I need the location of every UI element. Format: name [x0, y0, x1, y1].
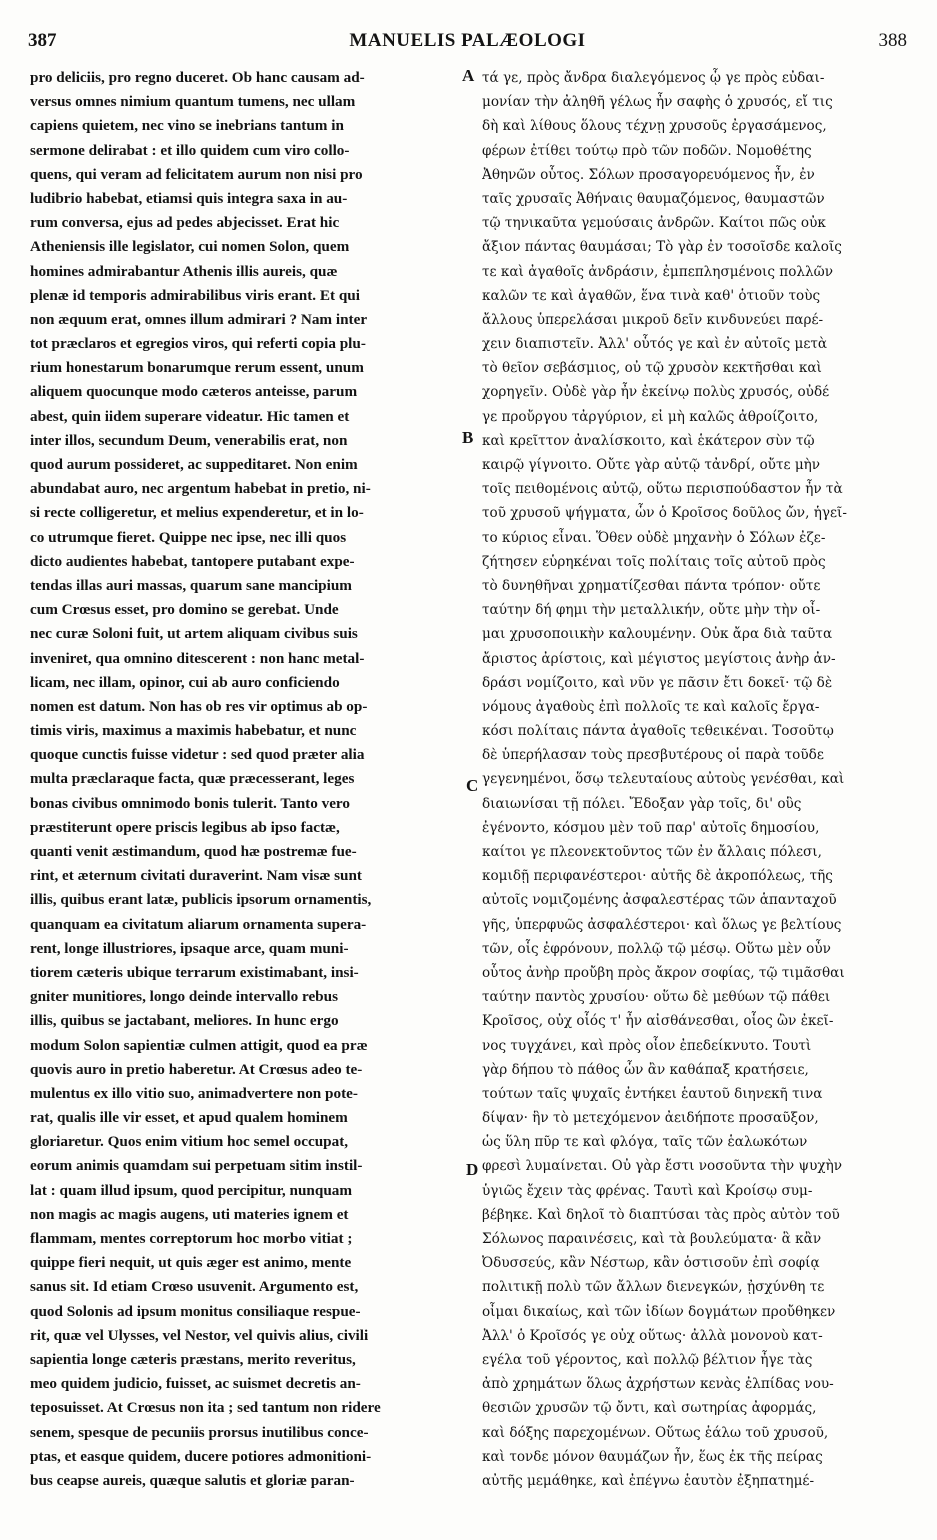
greek-text-line: τῶν, οἷς ἐφρόνουν, πολλῷ τῷ μέσῳ. Οὕτω μὲν οὖν — [482, 940, 831, 957]
greek-text-line: Ἀλλ' ὁ Κροῖσός γε οὐχ οὕτως· ἀλλὰ μονονοὺ κατ- — [482, 1327, 823, 1344]
greek-text-line: νόμους ἀγαθοὺς ἐπὶ πολλοῖς τε καὶ καλοῖς ἔργα- — [482, 698, 820, 715]
greek-text-line: τούτων ταῖς ψυχαῖς ἐντήκει ἑαυτοῦ διηνεκῆ τινα — [482, 1085, 823, 1102]
greek-text-line: ἄλλους ὑπερελάσαι μικροῦ δεῖν κινδυνεύει παρέ- — [482, 311, 824, 328]
latin-text-line: tendas illas auri massas, quarum sane mancipium — [30, 576, 352, 594]
greek-text-line: αὐτοῖς νομιζομένης ἀσφαλεστέρας τῶν ἁπανταχοῦ — [482, 892, 837, 909]
greek-text-line: χορηγεῖν. Οὐδὲ γὰρ ἦν ἐκείνῳ πολὺς χρυσός, οὐδέ — [482, 384, 830, 401]
latin-text-line: plenæ id temporis admirabilibus viris erant. Et qui — [30, 286, 360, 304]
latin-text-line: tiorem cæteris ubique terrarum existimabant, insi- — [30, 963, 359, 981]
greek-text-line: χειν διαπιστεῖν. Ἀλλ' οὗτός γε καὶ ἐν αὐτοῖς μετὰ — [482, 336, 828, 353]
running-title: MANUELIS PALÆOLOGI — [349, 30, 586, 51]
greek-text-line: δὲ ὑπερήλασαν τοὺς πρεσβυτέρους οἱ παρὰ τοῦδε — [482, 747, 824, 764]
greek-text-line: γε προὔργου τἀργύριον, εἰ μὴ καλῶς ἀθροίζοιτο, — [482, 408, 819, 425]
latin-text-line: multa præclaraque facta, quæ præcesserant, leges — [30, 770, 355, 788]
greek-text-line: καὶ κρεῖττον ἀναλίσκοιτο, καὶ ἑκάτερον σὺν τῷ — [482, 432, 815, 449]
latin-text-line: quippe fieri nequit, ut quis æger est animo, mente — [30, 1254, 352, 1272]
latin-text-line: bus ceapse aureis, quæque salutis et gloriæ paran- — [30, 1471, 355, 1489]
latin-text-line: meo quidem judicio, fuisset, ac suismet decretis an- — [30, 1375, 361, 1393]
greek-text-line: τῷ τηνικαῦτα γεμούσαις ἀνδρῶν. Καίτοι πῶς οὐκ — [482, 215, 826, 232]
greek-text-line: ὡς ὕλη πῦρ τε καὶ φλόγα, ταῖς τῶν ἑαλωκότων — [482, 1134, 808, 1151]
greek-text-line: ἐγένοντο, κόσμου μὲν τοῦ παρ' αὐτοῖς δημοσίου, — [482, 819, 820, 836]
greek-text-line: καιρῷ γίγνοιτο. Οὔτε γὰρ αὐτῷ τἀνδρί, οὔτε μὴν — [482, 457, 821, 473]
latin-text-line: præstiterunt opere priscis legibus ab ipso factæ, — [30, 818, 340, 836]
latin-text-line: inveniret, qua omnino ditescerent : non hanc metal- — [30, 649, 365, 667]
greek-text-line: δίψαν· ἣν τὸ μετεχόμενον ἀειδήποτε προσαῦξον, — [482, 1110, 819, 1127]
latin-text-line: abundabat auro, nec argentum habebat in pretio, ni- — [30, 480, 371, 498]
greek-text-line: δράσι νομίζοιτο, καὶ νῦν γε πᾶσιν ἔτι δοκεῖ· τῷ δὲ — [482, 674, 833, 691]
latin-text-line: quens, qui veram ad felicitatem aurum non nisi pro — [30, 165, 363, 183]
latin-text-line: rit, quæ vel Ulysses, vel Nestor, vel quivis alius, civili — [30, 1326, 369, 1344]
latin-text-line: dicto audientes habebat, tantopere putabant expe- — [30, 552, 355, 570]
latin-text-line: gloriaretur. Quos enim vitium hoc semel occupat, — [30, 1133, 349, 1151]
greek-text-line: τά γε, πρὸς ἄνδρα διαλεγόμενος ᾧ γε πρὸς εὐδαι- — [482, 70, 825, 86]
greek-text-line: ὑγιῶς ἔχειν τὰς φρένας. Ταυτὶ καὶ Κροίσῳ συμ- — [482, 1182, 813, 1199]
latin-text-line: inter illos, secundum Deum, venerabilis erat, non — [30, 431, 348, 449]
greek-text-line: οὗτος ἀνὴρ προὔβη πρὸς ἄκρον σοφίας, τῷ τιμᾶσθαι — [482, 964, 845, 981]
latin-text-line: quanti venit æstimandum, quod hæ postremæ fue- — [30, 843, 357, 860]
greek-text-line: καίτοι γε πλεονεκτοῦντος τῶν ἐν ἄλλαις πόλεσι, — [482, 844, 822, 860]
greek-text-line: τὸ δυνηθῆναι χρηματίζεσθαι πάντα τρόπον· οὔτε — [482, 577, 821, 594]
greek-text-line: ζήτησεν εὑρηκέναι τοῖς πολίταις τοῖς αὐτοῦ πρὸς — [482, 553, 826, 570]
latin-text-line: licam, nec illam, opinor, cui ab auro conficiendo — [30, 673, 340, 691]
greek-text-line: Κροῖσος, οὐχ οἷός τ' ἦν αἰσθάνεσθαι, οἷος ὢν ἐκεῖ- — [482, 1013, 834, 1030]
greek-text-line: ἀπὸ χρημάτων ὅλως ἀχρήστων κενὰς ἐλπίδας νου- — [482, 1376, 834, 1393]
greek-text-line: ταύτην παντὸς χρυσίου· οὕτω δὲ μεθύων τῷ πάθει — [482, 989, 831, 1006]
margin-letter-b: B — [462, 428, 474, 447]
greek-text-line: Ὀδυσσεύς, κἂν Νέστωρ, κἂν ὁστισοῦν ἐπὶ σοφίᾳ — [482, 1255, 820, 1272]
latin-text-line: rent, longe illustriores, ipsaque arce, quam muni- — [30, 939, 349, 957]
latin-text-line: Atheniensis ille legislator, cui nomen Solon, quem — [30, 238, 350, 256]
greek-text-line: φρεσὶ λυμαίνεται. Οὐ γὰρ ἔστι νοσοῦντα τὴν ψυχὴν — [482, 1158, 843, 1175]
greek-text-line: διαιωνίσαι τῇ πόλει. Ἔδοξαν γὰρ τοῖς, δι' οὓς — [482, 795, 802, 812]
greek-text-line: γῆς, ὑπερφυῶς ἀσφαλέστεροι· καὶ ὅλως γε βελτίους — [482, 916, 842, 933]
latin-text-line: si recte colligeretur, et melius expenderetur, et in lo- — [30, 504, 364, 522]
latin-text-line: illis, quibus se jactabant, meliores. In hunc ergo — [30, 1012, 339, 1030]
latin-text-line: mulentus ex illo vitio suo, animadvertere non pote- — [30, 1084, 358, 1102]
latin-text-line: modum Solon sapientiæ culmen attigit, quod ea præ — [30, 1036, 368, 1054]
page-number-left: 387 — [28, 30, 57, 51]
margin-letter-a: A — [462, 66, 475, 85]
latin-text-line: nomen est datum. Non has ob res vir optimus ab op- — [30, 697, 368, 715]
latin-text-line: nec curæ Soloni fuit, ut artem aliquam civibus suis — [30, 625, 358, 643]
greek-text-line: τε καὶ ἀγαθοῖς ἀνδράσιν, ἐμπεπλησμένοις πολλῶν — [482, 263, 834, 280]
greek-text-line: ἄξιον πάντας θαυμάσαι; Τὸ γὰρ ἐν τοσοῖσδε καλοῖς — [482, 239, 842, 256]
margin-letter-d: D — [466, 1160, 479, 1179]
latin-text-line: sapientia longe cæteris præstans, merito reveritus, — [30, 1350, 356, 1368]
greek-text-line: αὐτῆς μεμάθηκε, καὶ ἐπέγνω ἑαυτὸν ἐξηπατημέ- — [482, 1472, 815, 1489]
latin-text-line: versus omnes nimium quantum tumens, nec ullam — [30, 93, 356, 111]
latin-text-line: rint, et æternum civitati duraverint. Nam visæ sunt — [30, 867, 362, 885]
greek-text-line: το κύριος εἶναι. Ὅθεν οὐδὲ μηχανὴν ὁ Σόλων ἐζε- — [482, 529, 826, 546]
greek-text-line: θεσιῶν χρυσῶν τῷ ὄντι, καὶ σωτηρίας ἀφορμάς, — [482, 1400, 817, 1417]
greek-text-line: τοῦ χρυσοῦ ψήγματα, ὧν ὁ Κροῖσος δοῦλος ὤν, ἡγεῖ- — [482, 505, 847, 522]
greek-text-line: μονίαν τὴν ἀληθῆ γέλως ἦν σαφὴς ὁ χρυσός, εἴ τις — [482, 94, 833, 111]
latin-text-line: co utrumque fieret. Quippe nec ipse, nec illi quos — [30, 528, 347, 546]
latin-text-line: timis viris, maximus a maximis habebatur, et nunc — [30, 722, 357, 740]
latin-text-line: gniter munitiores, longo deinde intervallo rebus — [30, 988, 338, 1006]
latin-text-line: non æquum erat, omnes illum admirari ? Nam inter — [30, 310, 368, 328]
latin-text-line: quanquam ea civitatum aliarum ornamenta supera- — [30, 915, 367, 933]
latin-text-line: senem, spesque de pecuniis prorsus inutilibus conce- — [30, 1423, 369, 1441]
latin-text-line: quod aurum possideret, ac suppeditaret. Non enim — [30, 456, 358, 473]
greek-text-line: κομιδῇ περιφανέστεροι· αὐτῆς δὲ ἀκροπόλεως, τῆς — [482, 868, 833, 885]
latin-text-line: rat, qualis ille vir esset, et apud qualem hominem — [30, 1109, 348, 1127]
page-number-right: 388 — [878, 30, 907, 51]
greek-text-line: καὶ δόξης παρεχομένων. Οὕτως ἑάλω τοῦ χρυσοῦ, — [482, 1424, 829, 1441]
latin-text-line: pro deliciis, pro regno duceret. Ob hanc causam ad- — [30, 69, 365, 86]
latin-text-line: quod Solonis ad ipsum monitus consiliaque respue- — [30, 1302, 361, 1320]
greek-text-line: μαι χρυσοποιικὴν καλουμένην. Οὐκ ἄρα διὰ ταῦτα — [482, 626, 833, 643]
latin-text-line: rum conversa, ejus ad pedes abjecisset. Erat hic — [30, 214, 340, 232]
greek-text-line: φέρων ἐτίθει τούτῳ πρὸ τῶν ποδῶν. Νομοθέτης — [482, 142, 812, 159]
greek-text-line: Σόλωνος παραινέσεις, καὶ τὰ βουλεύματα· ἃ κἂν — [482, 1231, 822, 1247]
greek-text-line: νος τυγχάνει, καὶ πρὸς οἷον ἐπεδείκνυτο. Τουτὶ — [482, 1037, 812, 1054]
greek-text-line: βέβηκε. Καὶ δηλοῖ τὸ διαπτύσαι τὰς πρὸς αὐτὸν τοῦ — [482, 1206, 840, 1223]
greek-text-line: τοῖς πειθομένοις αὐτῷ, οὕτω περισπούδαστον ἦν τὰ — [482, 481, 843, 498]
greek-text-line: ταῖς χρυσαῖς Ἀθήναις θαυμαζόμενος, θαυμαστῶν — [482, 190, 825, 207]
greek-text-line: τὸ θεῖον σεβάσμιος, οὐ τῷ χρυσὸν κεκτῆσθαι καὶ — [482, 360, 822, 377]
latin-text-line: illis, quibus erant latæ, publicis ipsorum ornamentis, — [30, 891, 372, 909]
greek-text-line: Ἀθηνῶν οὗτος. Σόλων προσαγορευόμενος ἦν, ἐν — [482, 166, 815, 183]
greek-text-line: καὶ τονδε μόνον θαυμάζων ἦν, ἕως ἐκ τῆς πείρας — [482, 1448, 823, 1465]
page-header — [28, 30, 907, 60]
latin-text-line: cum Crœsus esset, pro domino se gerebat. Unde — [30, 601, 339, 619]
greek-text-line: κόσι πολίταις πάντα ἀγαθοῖς τεθεικέναι. Τοσοῦτῳ — [482, 723, 834, 740]
latin-text-line: rium honestarum bonarumque rerum essent, unum — [30, 359, 364, 377]
greek-text-line: ἄριστος ἀρίστοις, καὶ μέγιστος μεγίστοις ἀνὴρ ἀν- — [482, 650, 836, 667]
latin-text-line: capiens quietem, nec vino se inebrians tantum in — [30, 117, 344, 135]
greek-text-line: δὴ καὶ λίθους ὅλους τέχνῃ χρυσοῦς ἐργασάμενος, — [482, 118, 827, 135]
latin-text-line: sanus sit. Id etiam Crœso usuvenit. Argumento est, — [30, 1278, 359, 1296]
latin-text-line: ludibrio habebat, etiamsi quis integra saxa in au- — [30, 189, 348, 207]
latin-text-line: non magis ac magis augens, uti materies ignem et — [30, 1205, 349, 1223]
greek-text-line: γεγενημένοι, ὅσῳ τελευταίους αὐτοὺς γενέσθαι, καὶ — [482, 771, 845, 788]
greek-text-line: οἶμαι δικαίως, καὶ τῶν ἰδίων δογμάτων προὔθηκεν — [482, 1303, 836, 1320]
latin-text-line: eorum animis quamdam sui perpetuam sitim instil- — [30, 1157, 363, 1175]
latin-text-line: tot præclaros et egregios viros, qui referti copia plu- — [30, 335, 366, 353]
latin-text-line: ptas, et easque quidem, ducere potiores admonitioni- — [30, 1447, 372, 1465]
latin-text-line: abest, quin iidem superare videatur. Hic tamen et — [30, 407, 350, 425]
greek-text-line: εγέλα τοῦ γέροντος, καὶ πολλῷ βέλτιον ἦγε τὰς — [482, 1351, 813, 1368]
latin-text-line: flammam, mentes correptorum hoc morbo vitiat ; — [30, 1230, 353, 1247]
latin-text-column — [30, 66, 470, 1493]
greek-text-line: ταύτην δή φημι τὴν μεταλλικήν, οὔτε μὴν τὴν οἶ- — [482, 602, 821, 619]
latin-text-line: sermone delirabat : et illo quidem cum viro collo- — [30, 141, 350, 159]
latin-text-line: bonas civibus omnimodo bonis tulerit. Tanto vero — [30, 794, 350, 812]
latin-text-line: homines admirabantur Athenis illis aureis, quæ — [30, 262, 338, 280]
greek-text-line: πολιτικῇ πολὺ τῶν ἄλλων διενεγκών, ᾐσχύνθη τε — [482, 1279, 825, 1296]
latin-text-line: quoque cunctis fuisse videtur : sed quod præter alia — [30, 746, 365, 764]
greek-text-line: καλῶν τε καὶ ἀγαθῶν, ἕνα τινὰ καθ' ὁτιοῦν τοὺς — [482, 287, 821, 304]
latin-text-line: lat : quam illud ipsum, quod percipitur, nunquam — [30, 1181, 353, 1199]
latin-text-line: aliquem quocunque modo cæteros anteisse, parum — [30, 383, 358, 401]
greek-text-column — [482, 66, 912, 1493]
greek-text-line: γὰρ δήπου τὸ πάθος ὧν ἂν καθάπαξ κρατήσειε, — [482, 1061, 809, 1078]
margin-letter-c: C — [466, 776, 479, 795]
latin-text-line: quovis auro in pretio haberetur. At Crœsus adeo te- — [30, 1060, 363, 1078]
latin-text-line: teposuisset. At Crœsus non ita ; sed tantum non ridere — [30, 1399, 381, 1417]
